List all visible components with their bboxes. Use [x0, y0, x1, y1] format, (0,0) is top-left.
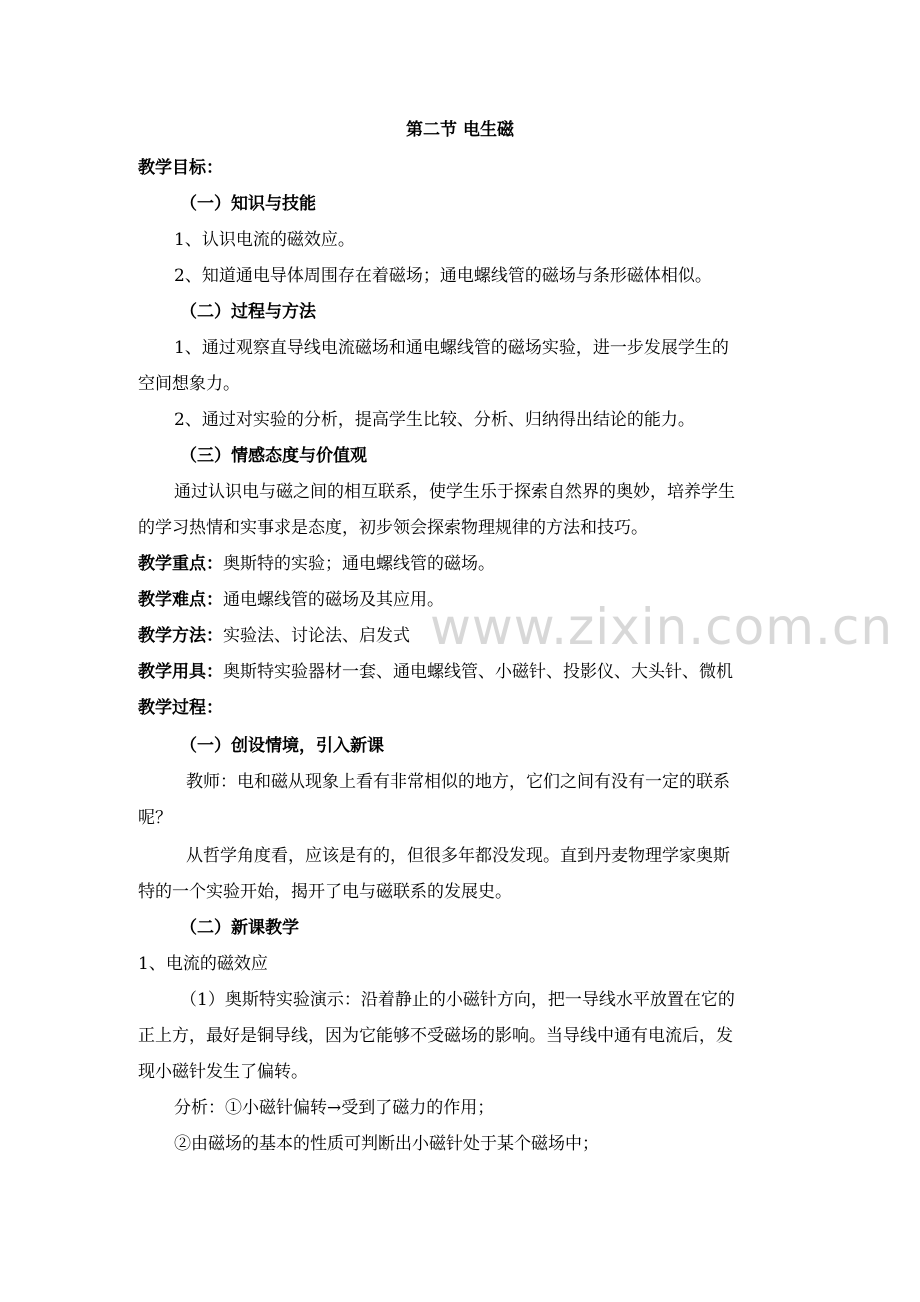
- key-points-label: 教学重点：: [138, 554, 223, 574]
- tools: [138, 660, 788, 684]
- s2-item1-line2: 空间想象力。: [138, 374, 240, 394]
- s2-item1-line1: 1、通过观察直导线电流磁场和通电螺线管的磁场实验，进一步发展学生的: [174, 338, 729, 358]
- process-label: 教学过程：: [138, 698, 223, 718]
- difficulties-label: 教学难点：: [138, 590, 223, 610]
- methods-label: 教学方法：: [138, 626, 223, 646]
- analysis2: ②由磁场的基本的性质可判断出小磁针处于某个磁场中；: [174, 1134, 599, 1154]
- demo-line2: 正上方，最好是铜导线，因为它能够不受磁场的影响。当导线中通有电流后，发: [138, 1026, 733, 1046]
- demo-line1: （1）奥斯特实验演示：沿着静止的小磁针方向，把一导线水平放置在它的: [180, 990, 735, 1010]
- s2-item2: 2、通过对实验的分析，提高学生比较、分析、归纳得出结论的能力。: [174, 410, 695, 430]
- s1-item1: 1、认识电流的磁效应。: [174, 230, 355, 250]
- history-line1: 从哲学角度看，应该是有的，但很多年都没发现。直到丹麦物理学家奥斯: [186, 846, 730, 866]
- section1-heading: （一）知识与技能: [180, 194, 316, 214]
- difficulties: [138, 588, 788, 612]
- methods-text: 实验法、讨论法、启发式: [223, 626, 410, 646]
- tools-text: 奥斯特实验器材一套、通电螺线管、小磁针、投影仪、大头针、微机: [223, 662, 733, 682]
- objectives-heading: 教学目标：: [138, 158, 223, 178]
- tools-label: 教学用具：: [138, 662, 223, 682]
- process-s2-heading: （二）新课教学: [180, 918, 299, 938]
- demo-line3: 现小磁针发生了偏转。: [138, 1062, 308, 1082]
- s1-item2: 2、知道通电导体周围存在着磁场；通电螺线管的磁场与条形磁体相似。: [174, 266, 712, 286]
- page-title: 第二节 电生磁: [406, 120, 514, 140]
- section2-heading: （二）过程与方法: [180, 302, 316, 322]
- methods: [138, 624, 788, 648]
- teacher-line2: 呢？: [138, 808, 172, 828]
- teacher-line1: 教师：电和磁从现象上看有非常相似的地方，它们之间有没有一定的联系: [186, 772, 730, 792]
- difficulties-text: 通电螺线管的磁场及其应用。: [223, 590, 444, 610]
- topic1: 1、电流的磁效应: [138, 954, 268, 974]
- watermark: www.zixin.com.cn: [430, 598, 894, 656]
- s3-line2: 的学习热情和实事求是态度，初步领会探索物理规律的方法和技巧。: [138, 518, 648, 538]
- analysis1: 分析：①小磁针偏转→受到了磁力的作用；: [174, 1098, 495, 1118]
- key-points-text: 奥斯特的实验；通电螺线管的磁场。: [223, 554, 495, 574]
- section3-heading: （三）情感态度与价值观: [180, 446, 367, 466]
- s3-line1: 通过认识电与磁之间的相互联系，使学生乐于探索自然界的奥妙，培养学生: [174, 482, 735, 502]
- history-line2: 特的一个实验开始，揭开了电与磁联系的发展史。: [138, 882, 512, 902]
- process-s1-heading: （一）创设情境，引入新课: [180, 736, 384, 756]
- key-points: [138, 552, 788, 576]
